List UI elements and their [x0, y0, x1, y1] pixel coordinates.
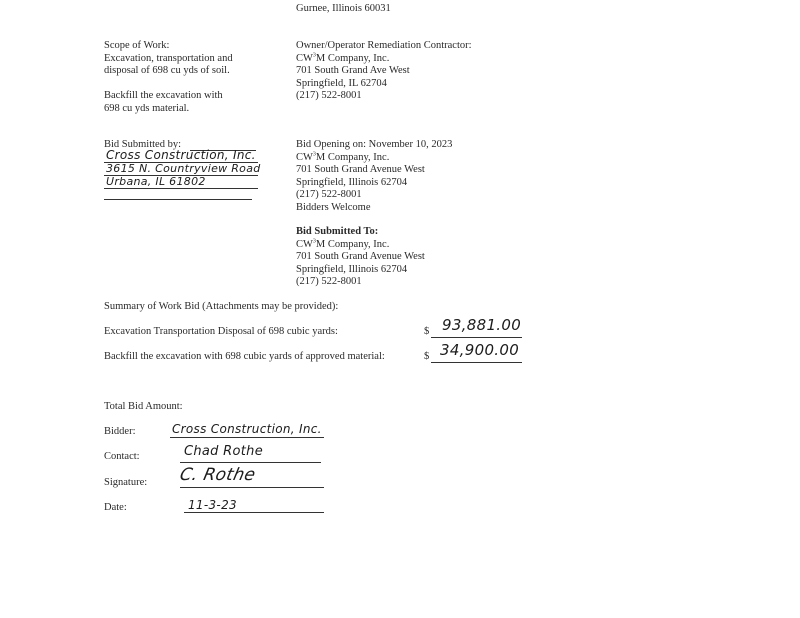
bidder-line [170, 437, 324, 438]
scope-line: Backfill the excavation with [104, 90, 223, 101]
header-city-line: Gurnee, Illinois 60031 [296, 3, 391, 14]
bidder-label: Bidder: [104, 426, 136, 437]
bid-by-line-3 [104, 188, 258, 189]
date-line [184, 512, 324, 513]
scope-of-work-block [104, 40, 233, 115]
currency-sign: $ [424, 326, 430, 337]
signature-label: Signature: [104, 477, 148, 488]
contact-label: Contact: [104, 451, 140, 462]
bid-opening-phone: (217) 522-8001 [296, 189, 362, 200]
bid-opening-heading: Bid Opening on: November 10, 2023 [296, 139, 453, 150]
owner-company: $CW^3M$ Company, Inc. [296, 52, 390, 64]
bid-submitted-to-block [296, 226, 425, 289]
signature-value: C. Rothe [177, 465, 258, 485]
bid-opening-note: Bidders Welcome [296, 201, 371, 213]
owner-block [296, 40, 472, 103]
contact-line [180, 462, 321, 463]
amount-line [431, 337, 522, 338]
summary-heading: Summary of Work Bid (Attachments may be provided): [104, 301, 339, 312]
bid-opening-block [296, 139, 452, 214]
total-bid-heading: Total Bid Amount: [104, 401, 183, 412]
owner-address-line: Springfield, IL 62704 [296, 77, 387, 89]
bidder-value: Cross Construction, Inc. [172, 422, 322, 436]
contact-value: Chad Rothe [184, 444, 263, 459]
signature-line [180, 487, 324, 488]
date-value: 11-3-23 [188, 498, 237, 512]
summary-item-label: Excavation Transportation Disposal of 698 cubic yards: [104, 326, 338, 337]
summary-item-amount: 93,881.00 [442, 316, 522, 334]
bid-opening-address-line: 701 South Grand Avenue West [296, 164, 425, 175]
bid-opening-address-line: Springfield, Illinois 62704 [296, 176, 408, 188]
bid-by-handwritten-line: Urbana, IL 61802 [106, 175, 206, 188]
owner-address-line: 701 South Grand Ave West [296, 65, 410, 76]
bid-by-handwritten-line: 3615 N. Countryview Road [106, 162, 261, 175]
scope-heading: Scope of Work: [104, 40, 170, 51]
bid-submitted-by-heading: Bid Submitted by: [104, 139, 182, 150]
amount-line [431, 362, 522, 363]
bid-to-address-line: Springfield, Illinois 62704 [296, 263, 408, 275]
bid-to-company: $CW^3M$ Company, Inc. [296, 238, 390, 250]
date-label: Date: [104, 502, 127, 513]
scope-line: disposal of 698 cu yds of soil. [104, 65, 230, 76]
bid-opening-company: $CW^3M$ Company, Inc. [296, 151, 390, 163]
bid-by-handwritten-line: Cross Construction, Inc. [106, 148, 256, 162]
bid-to-address-line: 701 South Grand Avenue West [296, 251, 425, 262]
owner-phone: (217) 522-8001 [296, 90, 362, 101]
owner-heading: Owner/Operator Remediation Contractor: [296, 40, 472, 51]
currency-sign: $ [424, 351, 430, 362]
scope-line: 698 cu yds material. [104, 102, 190, 114]
summary-item-amount: 34,900.00 [440, 341, 520, 359]
summary-item-label: Backfill the excavation with 698 cubic yards of approved material: [104, 351, 385, 362]
scope-line: Excavation, transportation and [104, 52, 233, 64]
bid-to-phone: (217) 522-8001 [296, 276, 362, 287]
scope-line [104, 78, 233, 91]
bid-by-line-4 [104, 199, 252, 200]
bid-submitted-to-heading: Bid Submitted To: [296, 226, 379, 237]
